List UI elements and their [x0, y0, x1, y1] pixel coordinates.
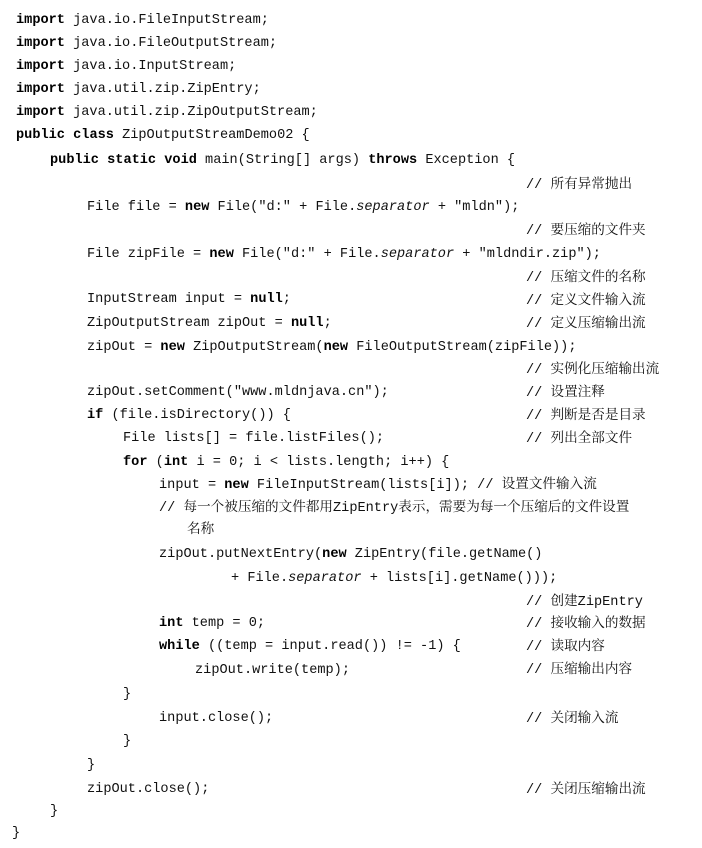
code-line: import java.io.FileInputStream; [16, 13, 269, 28]
code-comment: 名称 [187, 523, 215, 538]
code-line: } [87, 758, 96, 773]
code-line: zipOut = new ZipOutputStream(new FileOutputStream(zipFile)); [87, 340, 577, 355]
code-line: while ((temp = input.read()) != -1) { [159, 639, 461, 654]
code-comment: // 设置注释 [526, 386, 605, 401]
code-line: input = new FileInputStream(lists[i]); // 设置文件输入流 [159, 478, 597, 493]
code-comment: // 关闭压缩输出流 [526, 783, 646, 798]
code-comment: // 实例化压缩输出流 [526, 363, 660, 378]
code-comment: // 创建ZipEntry [526, 595, 643, 610]
code-line: } [12, 826, 21, 841]
code-line: ZipOutputStream zipOut = null; [87, 316, 332, 331]
code-comment: // 压缩输出内容 [526, 663, 633, 678]
code-comment: // 每一个被压缩的文件都用ZipEntry表示，需要为每一个压缩后的文件设置 [159, 501, 630, 516]
code-line: + File.separator + lists[i].getName())); [231, 571, 558, 586]
code-line: File lists[] = file.listFiles(); [123, 431, 385, 446]
code-line: zipOut.write(temp); [195, 663, 350, 678]
code-comment: // 接收输入的数据 [526, 617, 646, 632]
code-line: zipOut.putNextEntry(new ZipEntry(file.getName() [159, 547, 543, 562]
code-line: for (int i = 0; i < lists.length; i++) { [123, 455, 450, 470]
code-comment: // 关闭输入流 [526, 712, 619, 727]
code-line: } [123, 687, 132, 702]
code-comment: // 判断是否是目录 [526, 409, 646, 424]
code-line: import java.util.zip.ZipOutputStream; [16, 105, 318, 120]
code-line: if (file.isDirectory()) { [87, 408, 291, 423]
code-comment: // 要压缩的文件夹 [526, 224, 646, 239]
code-line: input.close(); [159, 711, 274, 726]
code-line: import java.io.FileOutputStream; [16, 36, 278, 51]
code-line: File zipFile = new File("d:" + File.separator + "mldndir.zip"); [87, 247, 601, 262]
code-comment: // 压缩文件的名称 [526, 271, 646, 286]
code-line: import java.io.InputStream; [16, 59, 237, 74]
code-line: InputStream input = null; [87, 292, 291, 307]
code-comment: // 定义压缩输出流 [526, 317, 646, 332]
code-comment: // 读取内容 [526, 640, 605, 655]
code-line: zipOut.setComment("www.mldnjava.cn"); [87, 385, 389, 400]
code-line: import java.util.zip.ZipEntry; [16, 82, 261, 97]
code-line: File file = new File("d:" + File.separator + "mldn"); [87, 200, 520, 215]
code-line: public class ZipOutputStreamDemo02 { [16, 128, 310, 143]
code-comment: // 所有异常抛出 [526, 178, 633, 193]
code-line: zipOut.close(); [87, 782, 210, 797]
code-line: public static void main(String[] args) throws Exception { [50, 153, 516, 168]
code-line: } [50, 804, 59, 819]
code-line: } [123, 734, 132, 749]
code-line: int temp = 0; [159, 616, 266, 631]
code-comment: // 定义文件输入流 [526, 294, 646, 309]
code-comment: // 列出全部文件 [526, 432, 633, 447]
